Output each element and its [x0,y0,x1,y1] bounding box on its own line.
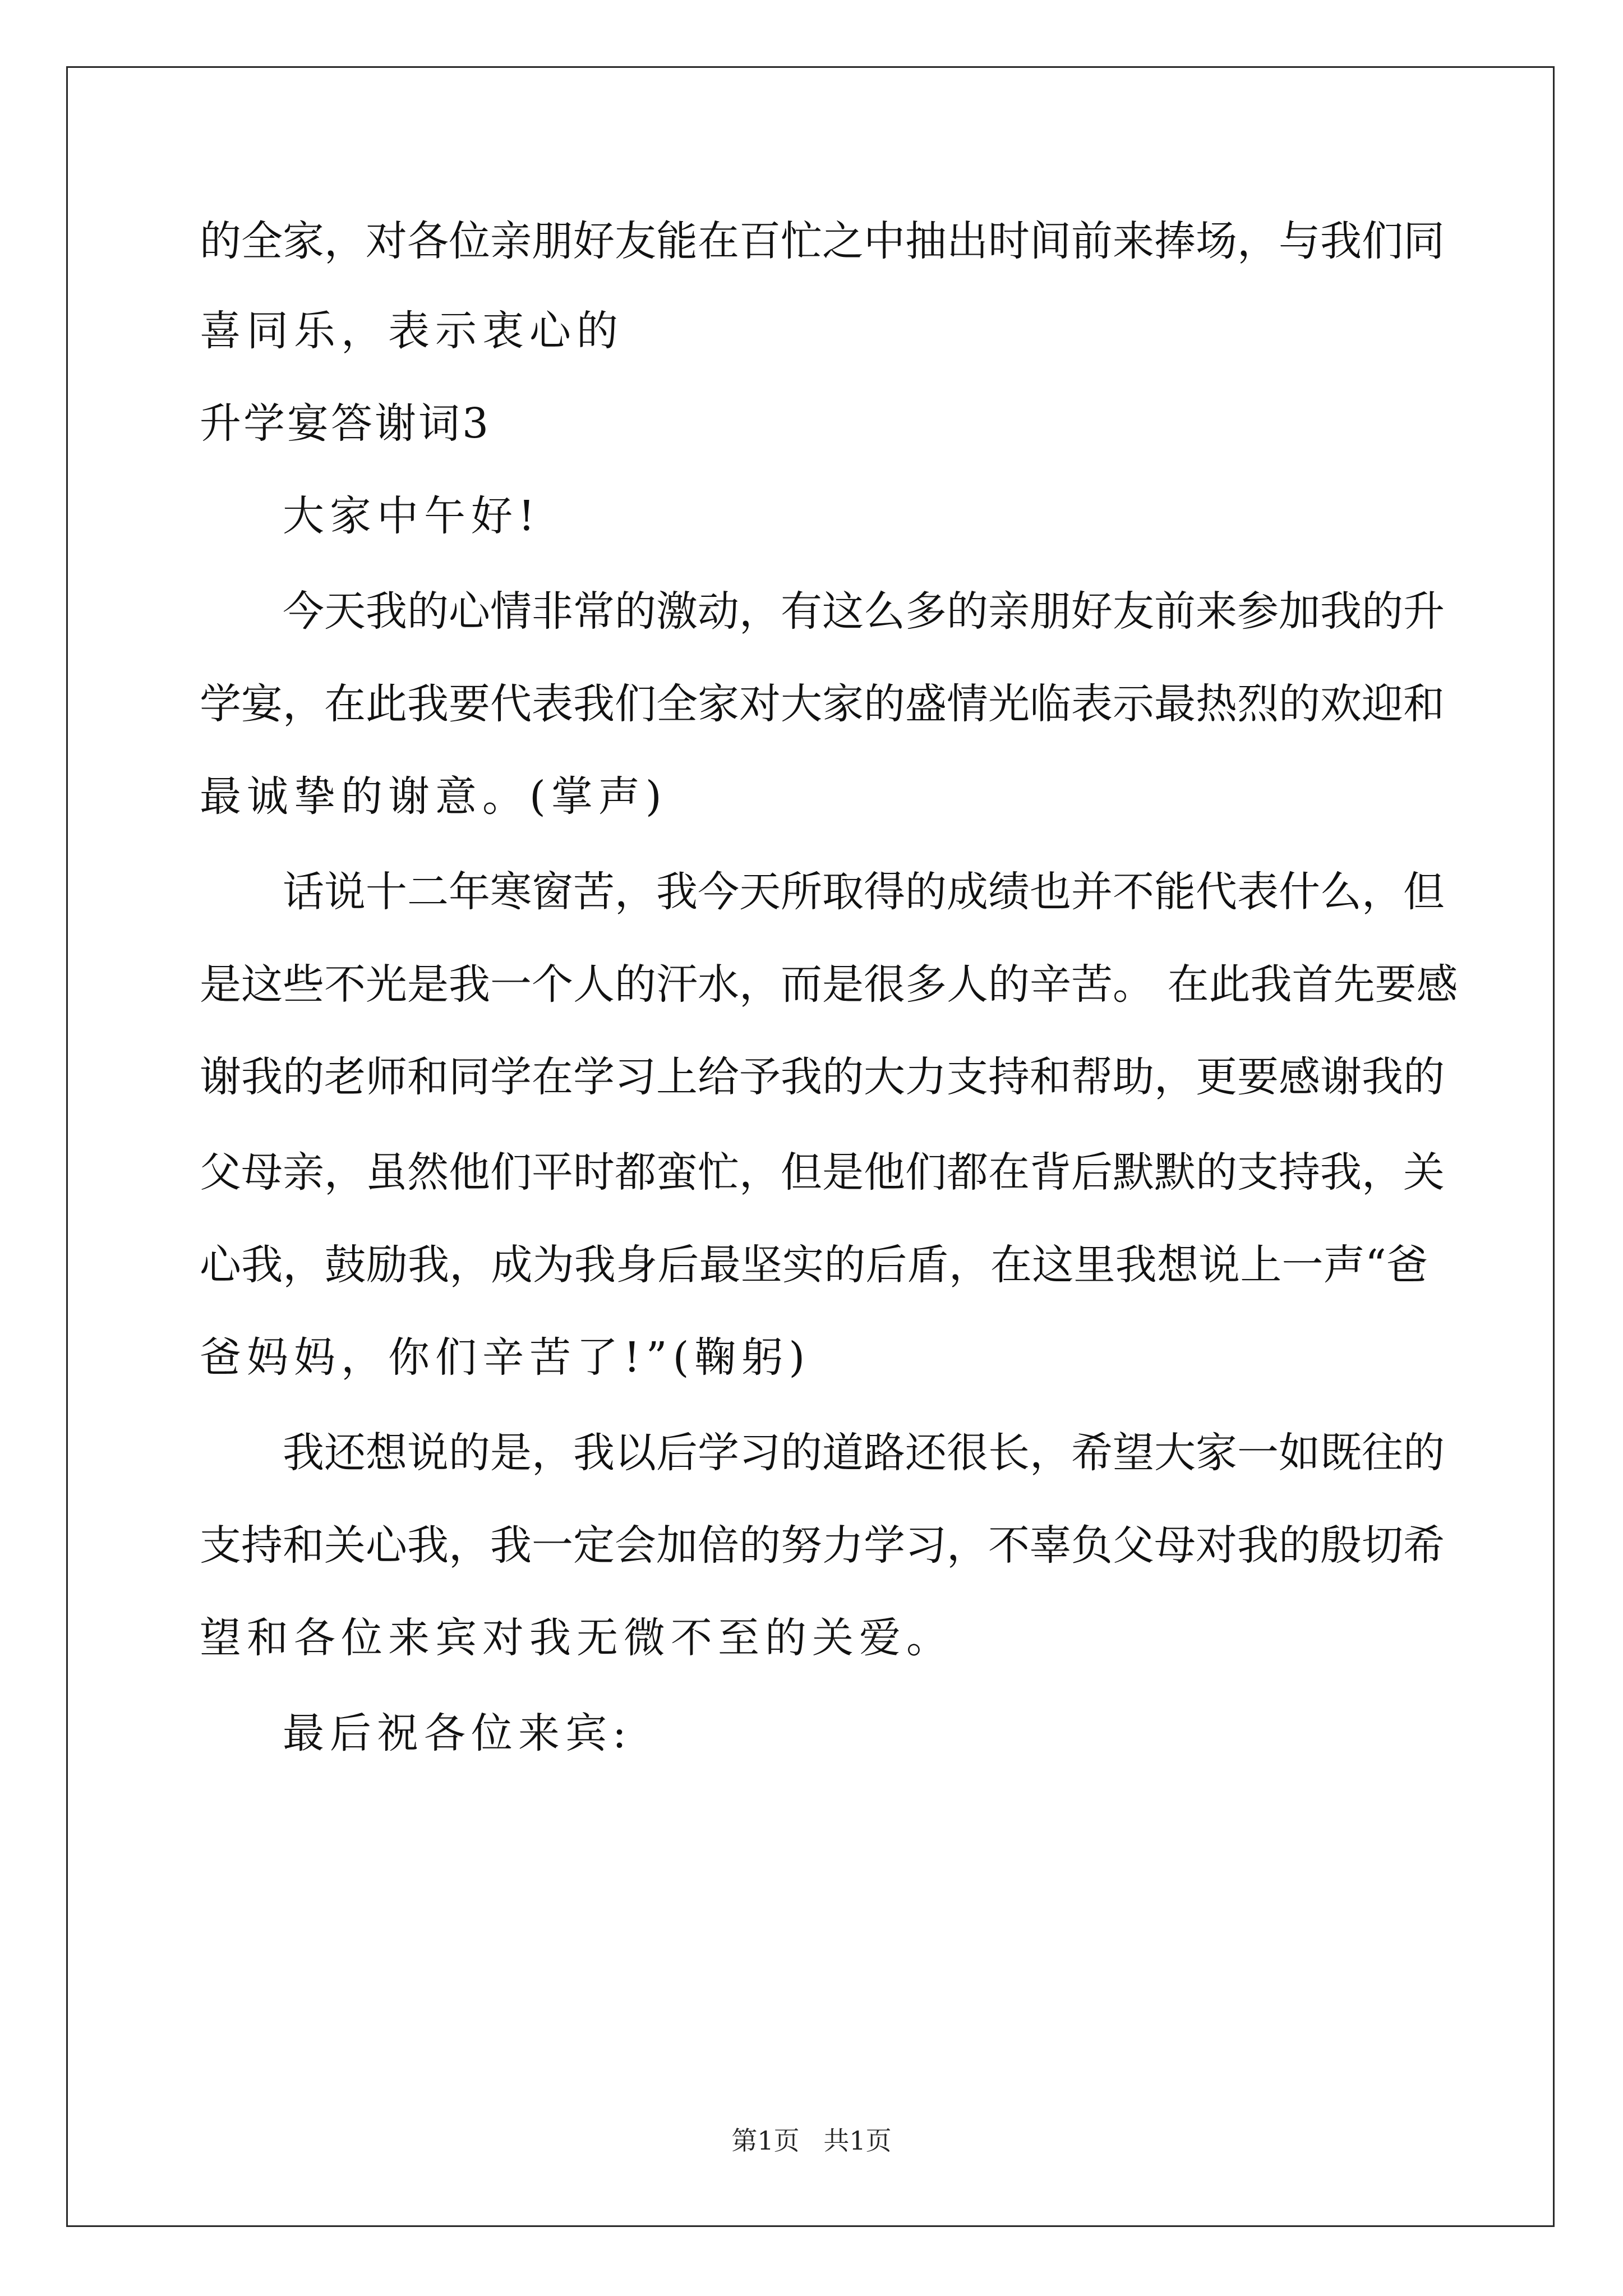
page-total: 共1页 [823,2125,892,2156]
text-line: 的全家，对各位亲朋好友能在百忙之中抽出时间前来捧场，与我们同 [200,217,1445,265]
text-line: 话说十二年寒窗苦，我今天所取得的成绩也并不能代表什么，但 [283,868,1445,916]
text-line: 最诚挚的谢意。(掌声) [200,772,667,821]
text-line: 谢我的老师和同学在学习上给予我的大力支持和帮助，更要感谢我的 [200,1053,1445,1101]
text-line: 心我，鼓励我，成为我身后最坚实的后盾，在这里我想说上一声“爸 [200,1241,1428,1289]
text-line: 爸妈妈，你们辛苦了!”(鞠躬) [200,1333,811,1382]
page-number: 第1页 [731,2125,800,2156]
section-heading: 升学宴答谢词3 [200,399,491,448]
text-line: 父母亲，虽然他们平时都蛮忙，但是他们都在背后默默的支持我，关 [200,1148,1445,1197]
page-footer [0,2124,1623,2157]
text-line: 我还想说的是，我以后学习的道路还很长，希望大家一如既往的 [283,1429,1445,1477]
text-line: 今天我的心情非常的激动，有这么多的亲朋好友前来参加我的升 [283,587,1445,636]
text-line: 望和各位来宾对我无微不至的关爱。 [200,1614,953,1662]
text-line: 是这些不光是我一个人的汗水，而是很多人的辛苦。 在此我首先要感 [200,960,1458,1009]
text-line: 支持和关心我，我一定会加倍的努力学习，不辜负父母对我的殷切希 [200,1521,1445,1570]
text-line: 学宴，在此我要代表我们全家对大家的盛情光临表示最热烈的欢迎和 [200,680,1445,728]
text-line: 喜同乐，表示衷心的 [200,307,624,355]
text-line: 大家中午好! [283,492,541,540]
text-line: 最后祝各位来宾: [283,1709,632,1757]
